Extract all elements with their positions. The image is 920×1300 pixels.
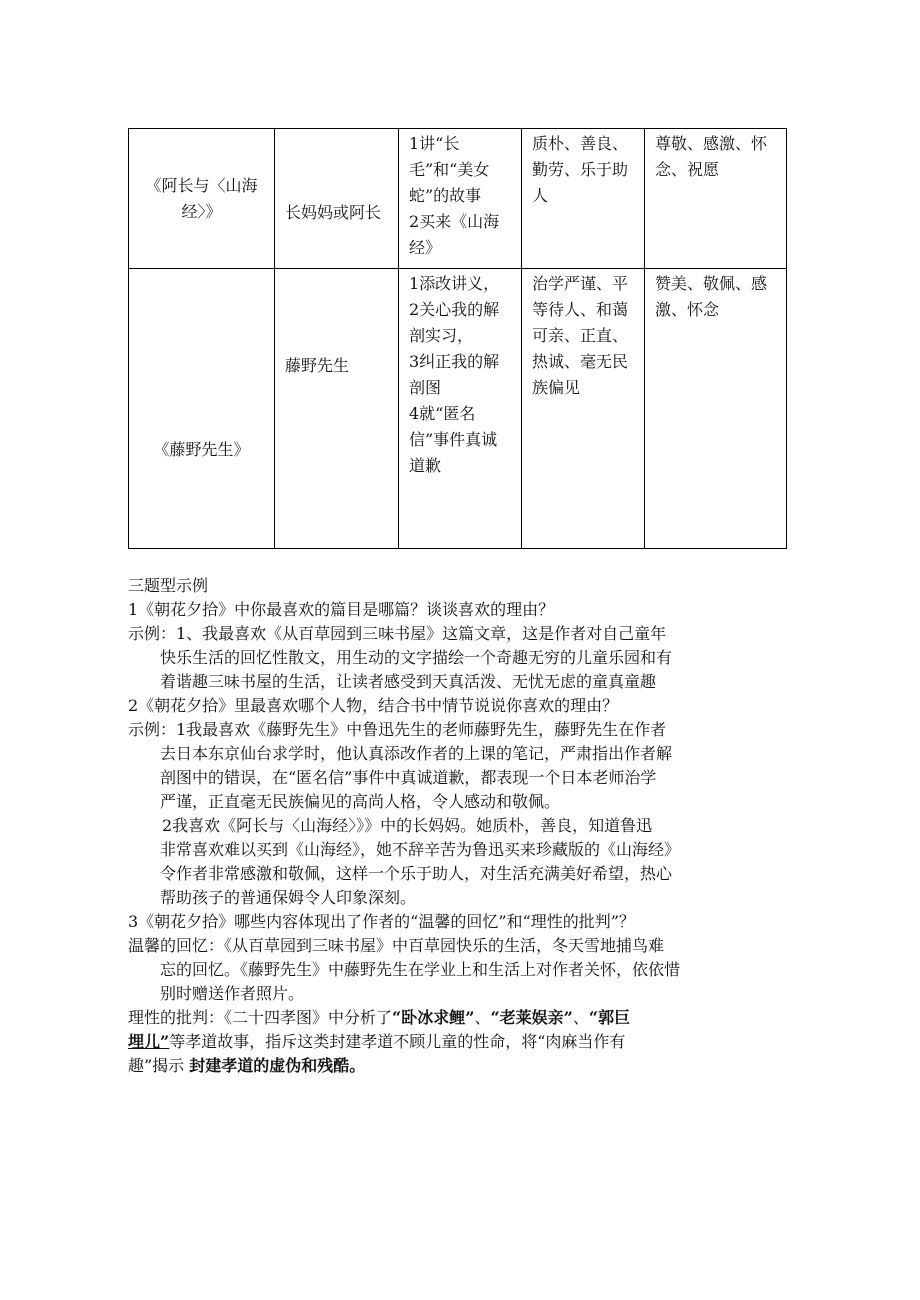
event-item: 3纠正我的解剖图 bbox=[409, 352, 500, 397]
story-name: “老莱娱亲” bbox=[490, 1008, 573, 1027]
feelings-cell: 尊敬、感激、怀念、祝愿 bbox=[645, 129, 787, 269]
critique-conclusion: 封建孝道的虚伪和残酷。 bbox=[189, 1056, 366, 1075]
answer-line: 帮助孩子的普通保姆令人印象深刻。 bbox=[160, 888, 417, 907]
question-1: 1《朝花夕拾》中你最喜欢的篇目是哪篇？谈谈喜欢的理由？ bbox=[128, 600, 555, 619]
event-item: 1讲“长毛”和“美女蛇”的故事 bbox=[409, 134, 490, 205]
answer-line: 去日本东京仙台求学时，他认真添改作者的上课的笔记，严肃指出作者解 bbox=[160, 744, 673, 763]
critique-line: 埋儿”等孝道故事，指斥这类封建孝道不顾儿童的性命，将“肉麻当作有 bbox=[128, 1032, 626, 1051]
person-cell: 长妈妈或阿长 bbox=[275, 129, 399, 269]
story-name: “卧冰求鲤” bbox=[392, 1008, 475, 1027]
answer-line: 着谐趣三味书屋的生活，让读者感受到天真活泼、无忧无虑的童真童趣 bbox=[160, 672, 657, 691]
event-item: 4就“匿名信”事件真诚道歉 bbox=[409, 404, 498, 475]
question-section bbox=[128, 574, 768, 1078]
story-name: 埋儿” bbox=[128, 1032, 170, 1051]
table-row bbox=[129, 269, 787, 549]
event-item: 2关心我的解剖实习， bbox=[409, 300, 500, 345]
memory-line: 忘的回忆。《藤野先生》中藤野先生在学业上和生活上对作者关怀，依依惜 bbox=[160, 960, 681, 979]
table-row bbox=[129, 129, 787, 269]
section-title: 三题型示例 bbox=[128, 576, 209, 595]
question-2: 2《朝花夕拾》里最喜欢哪个人物，结合书中情节说说你喜欢的理由？ bbox=[128, 696, 619, 715]
memory-line: 别时赠送作者照片。 bbox=[160, 984, 305, 1003]
answer-line: 示例：1我最喜欢《藤野先生》中鲁迅先生的老师藤野先生，藤野先生在作者 bbox=[128, 720, 667, 739]
answer-line: 剖图中的错误，在“匿名信”事件中真诚道歉，都表现一个日本老师治学 bbox=[160, 768, 657, 787]
answer-line: 快乐生活的回忆性散文，用生动的文字描绘一个奇趣无穷的儿童乐园和有 bbox=[160, 648, 673, 667]
critique-line: 理性的批判：《二十四孝图》中分析了“卧冰求鲤”、“老莱娱亲”、“郭巨 bbox=[128, 1008, 631, 1027]
work-title-cell: 《藤野先生》 bbox=[129, 269, 275, 549]
feelings-cell: 赞美、敬佩、感激、怀念 bbox=[645, 269, 787, 549]
work-title-cell: 《阿长与〈山海经〉》 bbox=[129, 129, 275, 269]
answer-line: 严谨，正直毫无民族偏见的高尚人格，令人感动和敬佩。 bbox=[160, 792, 561, 811]
answer-line: 令作者非常感激和敬佩，这样一个乐于助人，对生活充满美好希望，热心 bbox=[160, 864, 673, 883]
traits-cell: 质朴、善良、勤劳、乐于助人 bbox=[522, 129, 645, 269]
events-cell bbox=[399, 129, 522, 269]
event-item: 2买来《山海经》 bbox=[409, 212, 500, 257]
answer-line: 示例：1、我最喜欢《从百草园到三味书屋》这篇文章，这是作者对自己童年 bbox=[128, 624, 667, 643]
person-cell: 藤野先生 bbox=[275, 269, 399, 549]
story-name: “郭巨 bbox=[588, 1008, 631, 1027]
events-cell bbox=[399, 269, 522, 549]
event-item: 1添改讲义， bbox=[409, 274, 500, 293]
summary-table bbox=[128, 128, 787, 549]
answer-line: 2我喜欢《阿长与〈山海经〉》》中的长妈妈。她质朴，善良，知道鲁迅 bbox=[162, 816, 653, 835]
memory-line: 温馨的回忆：《从百草园到三味书屋》中百草园快乐的生活，冬天雪地捕鸟难 bbox=[128, 936, 665, 955]
traits-cell: 治学严谨、平等待人、和蔼可亲、正直、热诚、毫无民族偏见 bbox=[522, 269, 645, 549]
answer-line: 非常喜欢难以买到《山海经》，她不辞辛苦为鲁迅买来珍藏版的《山海经》 bbox=[160, 840, 681, 859]
critique-line: 趣”揭示 封建孝道的虚伪和残酷。 bbox=[128, 1056, 366, 1075]
question-3: 3《朝花夕拾》哪些内容体现出了作者的“温馨的回忆”和“理性的批判”？ bbox=[128, 912, 635, 931]
